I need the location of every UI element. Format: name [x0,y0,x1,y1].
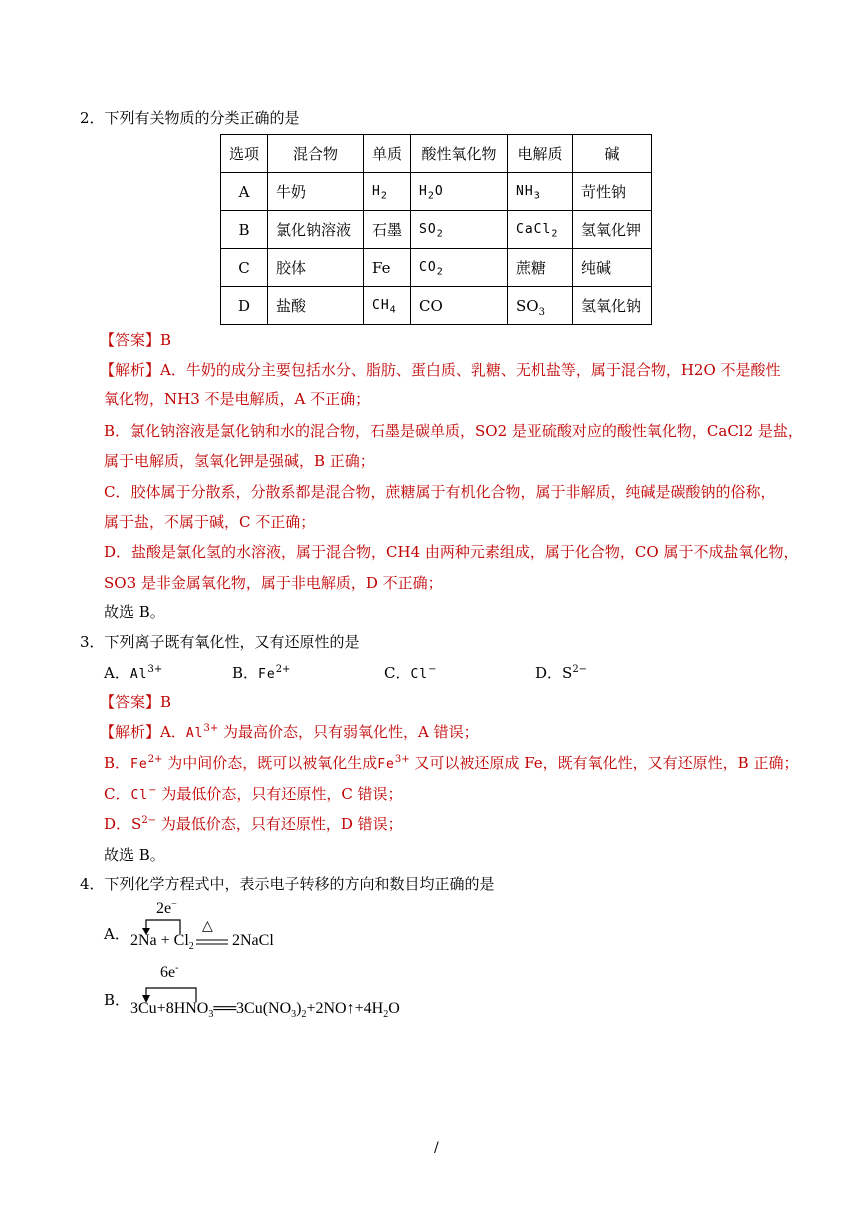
q3-analysis-b: B．$Fe^{2+}$ 为中间价态，既可以被氧化生成$Fe^{3+}$ 又可以被还原成 Fe，既有氧化性，又有还原性，B 正确； [104,754,799,772]
table-cell: CaCl$_2$ [508,211,573,249]
table-cell: $CH_4$ [364,287,411,325]
page-footer-mark: / [434,1140,439,1156]
table-cell: 氢氧化钾 [573,211,652,249]
table-cell: C [221,249,268,287]
q3-option-a: A．$Al^{3+}$ [104,664,163,682]
table-cell: $NH_3$ [508,173,573,211]
table-header: 单质 [364,135,411,173]
table-cell: 纯碱 [573,249,652,287]
q3-option-c: C．Cl− [384,664,437,682]
classification-table [220,134,652,325]
q4-b-equation: $3Cu+8HNO_3══3Cu(NO_3)_2+2NO↑+4H_2O$ [130,1000,400,1021]
table-row [221,173,652,211]
table-cell: $SO_2$ [411,211,508,249]
q2-analysis-line: D．盐酸是氯化氢的水溶液，属于混合物，CH4 由两种元素组成，属于化合物，CO 属于不成盐氧化物， [104,543,799,561]
table-cell: 胶体 [268,249,364,287]
table-header: 选项 [221,135,268,173]
table-row [221,249,652,287]
table-cell: $SO_3$ [508,287,573,325]
table-cell: 盐酸 [268,287,364,325]
table-cell: A [221,173,268,211]
q3-answer: 【答案】B [100,693,172,711]
q2-analysis-line: 【解析】A．牛奶的成分主要包括水分、脂肪、蛋白质、乳糖、无机盐等，属于混合物，H2O 不是酸性 [100,361,781,379]
table-cell: 牛奶 [268,173,364,211]
table-header: 碱 [573,135,652,173]
q2-analysis-line: SO3 是非金属氧化物，属于非电解质，D 不正确； [104,574,443,592]
table-header: 混合物 [268,135,364,173]
table-header: 酸性氧化物 [411,135,508,173]
table-row [221,287,652,325]
q4-a-condition: △ [202,919,213,934]
q4-a-electron-count: 2e− [156,898,177,917]
q3-option-b: B．$Fe^{2+}$ [232,664,291,682]
q4-b-electron-count: 6e- [160,962,179,981]
q3-stem: 3．下列离子既有氧化性，又有还原性的是 [80,633,360,651]
q3-option-d: D．$S^{2-}$ [535,664,588,682]
q2-analysis-line: 属于电解质，氢氧化钾是强碱，B 正确； [104,452,375,470]
table-header: 电解质 [508,135,573,173]
table-cell: 氯化钠溶液 [268,211,364,249]
table-cell: $CO_2$ [411,249,508,287]
table-cell: $H_2O$ [411,173,508,211]
q2-analysis-line: 氧化物，NH3 不是电解质，A 不正确； [104,390,371,408]
table-cell: 蔗糖 [508,249,573,287]
q3-analysis-d: D．$S^{2-}$ 为最低价态，只有还原性，D 错误； [104,815,403,833]
table-header-row [221,135,652,173]
q2-answer: 【答案】B [100,331,172,349]
q3-analysis-a: 【解析】A．$Al^{3+}$ 为最高价态，只有弱氧化性，A 错误； [100,723,479,741]
table-cell: Fe [364,249,411,287]
table-cell: $H_2$ [364,173,411,211]
q4-a-equals-sign [196,938,230,946]
q2-stem: 2．下列有关物质的分类正确的是 [80,109,300,127]
q2-analysis-line: C．胶体属于分散系，分散系都是混合物，蔗糖属于有机化合物，属于非解质，纯碱是碳酸钠的俗称， [104,483,776,501]
q4-option-b-label: B． [104,991,131,1009]
q4-a-equation: $2Na + Cl_2$ [130,932,194,953]
q4-option-a-label: A． [104,925,130,943]
q2-analysis-line: 属于盐，不属于碱，C 不正确； [104,513,316,531]
q3-conclusion: 故选 B。 [104,846,165,864]
q4-a-product: 2NaCl [232,932,274,949]
q4-stem: 4．下列化学方程式中，表示电子转移的方向和数目均正确的是 [80,875,495,893]
table-cell: 氢氧化钠 [573,287,652,325]
table-cell: B [221,211,268,249]
q2-analysis-line: B．氯化钠溶液是氯化钠和水的混合物，石墨是碳单质，SO2 是亚硫酸对应的酸性氧化物，CaCl2 是盐， [104,422,803,440]
table-row [221,211,652,249]
table-cell: CO [411,287,508,325]
table-cell: 石墨 [364,211,411,249]
table-cell: 苛性钠 [573,173,652,211]
table-cell: D [221,287,268,325]
q2-conclusion: 故选 B。 [104,603,165,621]
q3-analysis-c: C．Cl− 为最低价态，只有还原性，C 错误； [104,785,403,803]
